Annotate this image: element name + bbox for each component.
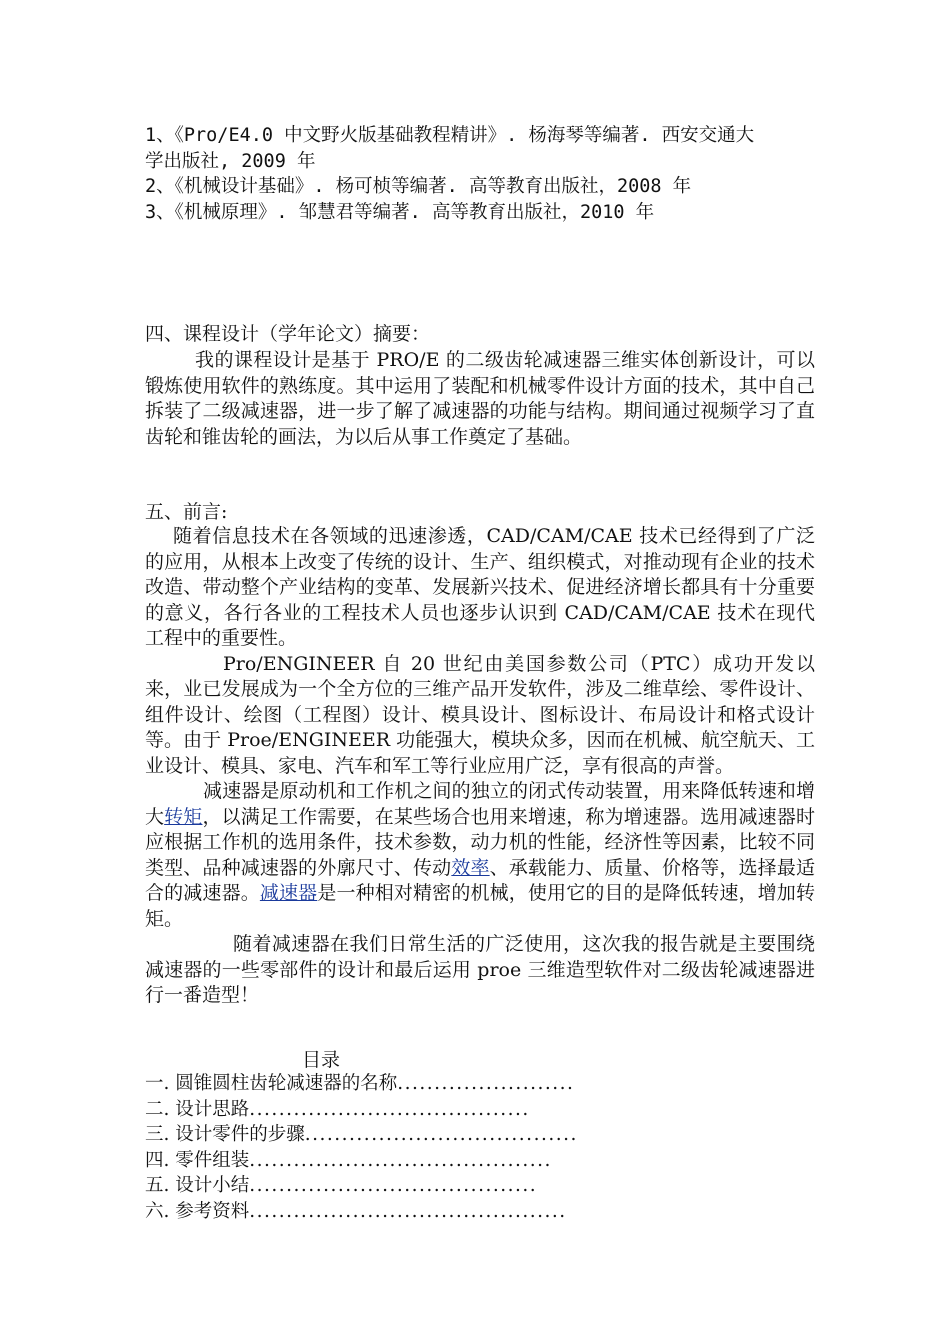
toc-leader-dots: ........................	[397, 1073, 575, 1094]
reference-line: 学出版社, 2009 年	[145, 150, 316, 172]
toc-item[interactable]	[145, 1071, 578, 1097]
preface-paragraph: 随着信息技术在各领域的迅速渗透，CAD/CAM/CAE 技术已经得到了广泛的应用，从根本上改变了传统的设计、生产、组织模式，对推动现有企业的技术改造、带动整个产业结构的变革、发展新兴技术、促进经济增长都具有十分重要的意义，各行各业的工程技术人员也逐步认识到 CAD/CAM/CAE 技术在现代工程中的重要性。	[145, 525, 815, 649]
reference-list	[145, 123, 815, 225]
preface-paragraph: Pro/ENGINEER 自 20 世纪由美国参数公司（PTC）成功开发以来，业已发展成为一个全方位的三维产品开发软件，涉及二维草绘、零件设计、组件设计、绘图（工程图）设计、模具设计、图标设计、布局设计和格式设计等。由于 Proe/ENGINEER 功能强大，模块众多，因而在机械、航空航天、工业设计、模具、家电、汽车和军工等行业应用广泛，享有很高的声誉。	[145, 652, 815, 777]
reference-line: 2、《机械设计基础》. 杨可桢等编著. 高等教育出版社，2008 年	[145, 176, 692, 197]
toc-item-label: 三. 设计零件的步骤	[145, 1124, 305, 1145]
preface-body	[145, 524, 815, 1009]
toc-title: 目录	[302, 1049, 341, 1071]
toc-leader-dots: .........................................	[249, 1149, 552, 1171]
preface-paragraph	[145, 779, 815, 932]
toc-item[interactable]	[145, 1199, 578, 1225]
toc-leader-dots: .......................................	[249, 1175, 538, 1196]
reducer-link[interactable]: 减速器	[259, 882, 318, 904]
paragraph-text: 、承载能力、质量、价格等，选择最适合的减速器。	[145, 856, 815, 904]
toc-leader-dots: .....................................	[304, 1124, 578, 1145]
reference-line: 1、《Pro/E4.0 中文野火版基础教程精讲》. 杨海琴等编著. 西安交通大	[145, 125, 755, 146]
efficiency-link[interactable]: 效率	[451, 856, 490, 879]
toc-leader-dots: ......................................	[249, 1098, 530, 1120]
toc-item-label: 四. 零件组装	[145, 1149, 250, 1171]
paragraph-text: 减速器是原动机和工作机之间的独立的闭式传动装置，用来降低转速和增大	[145, 780, 815, 828]
reference-line: 3、《机械原理》. 邹慧君等编著. 高等教育出版社，2010 年	[145, 201, 655, 223]
toc-item-label: 五. 设计小结	[145, 1175, 250, 1196]
toc-item[interactable]	[145, 1148, 578, 1174]
toc-item[interactable]	[145, 1173, 578, 1199]
table-of-contents	[145, 1071, 578, 1224]
toc-item-label: 六. 参考资料	[145, 1200, 250, 1222]
abstract-body: 我的课程设计是基于 PRO/E 的二级齿轮减速器三维实体创新设计，可以锻炼使用软件的熟练度。其中运用了装配和机械零件设计方面的技术，其中自己拆装了二级减速器，进一步了解了减速器的功能与结构。期间通过视频学习了直齿轮和锥齿轮的画法，为以后从事工作奠定了基础。	[145, 349, 815, 448]
toc-item[interactable]	[145, 1097, 578, 1123]
abstract-heading: 四、课程设计（学年论文）摘要：	[145, 323, 431, 345]
paragraph-text: ，以满足工作需要，在某些场合也用来增速，称为增速器。选用减速器时应根据工作机的选用条件，技术参数，动力机的性能，经济性等因素，比较不同类型、品种减速器的外廓尺寸、传动	[145, 805, 815, 879]
paragraph-text: 是一种相对精密的机械，使用它的目的是降低转速，增加转矩。	[145, 882, 815, 930]
preface-paragraph: 随着减速器在我们日常生活的广泛使用，这次我的报告就是主要围绕减速器的一些零部件的设计和最后运用 proe 三维造型软件对二级齿轮减速器进行一番造型！	[145, 933, 815, 1006]
torque-link[interactable]: 转矩	[164, 805, 203, 828]
preface-heading: 五、前言:	[145, 501, 228, 523]
toc-item-label: 二. 设计思路	[145, 1098, 250, 1120]
toc-leader-dots: ...........................................	[249, 1200, 567, 1222]
toc-item[interactable]	[145, 1122, 578, 1148]
toc-item-label: 一. 圆锥圆柱齿轮减速器的名称	[145, 1073, 398, 1094]
